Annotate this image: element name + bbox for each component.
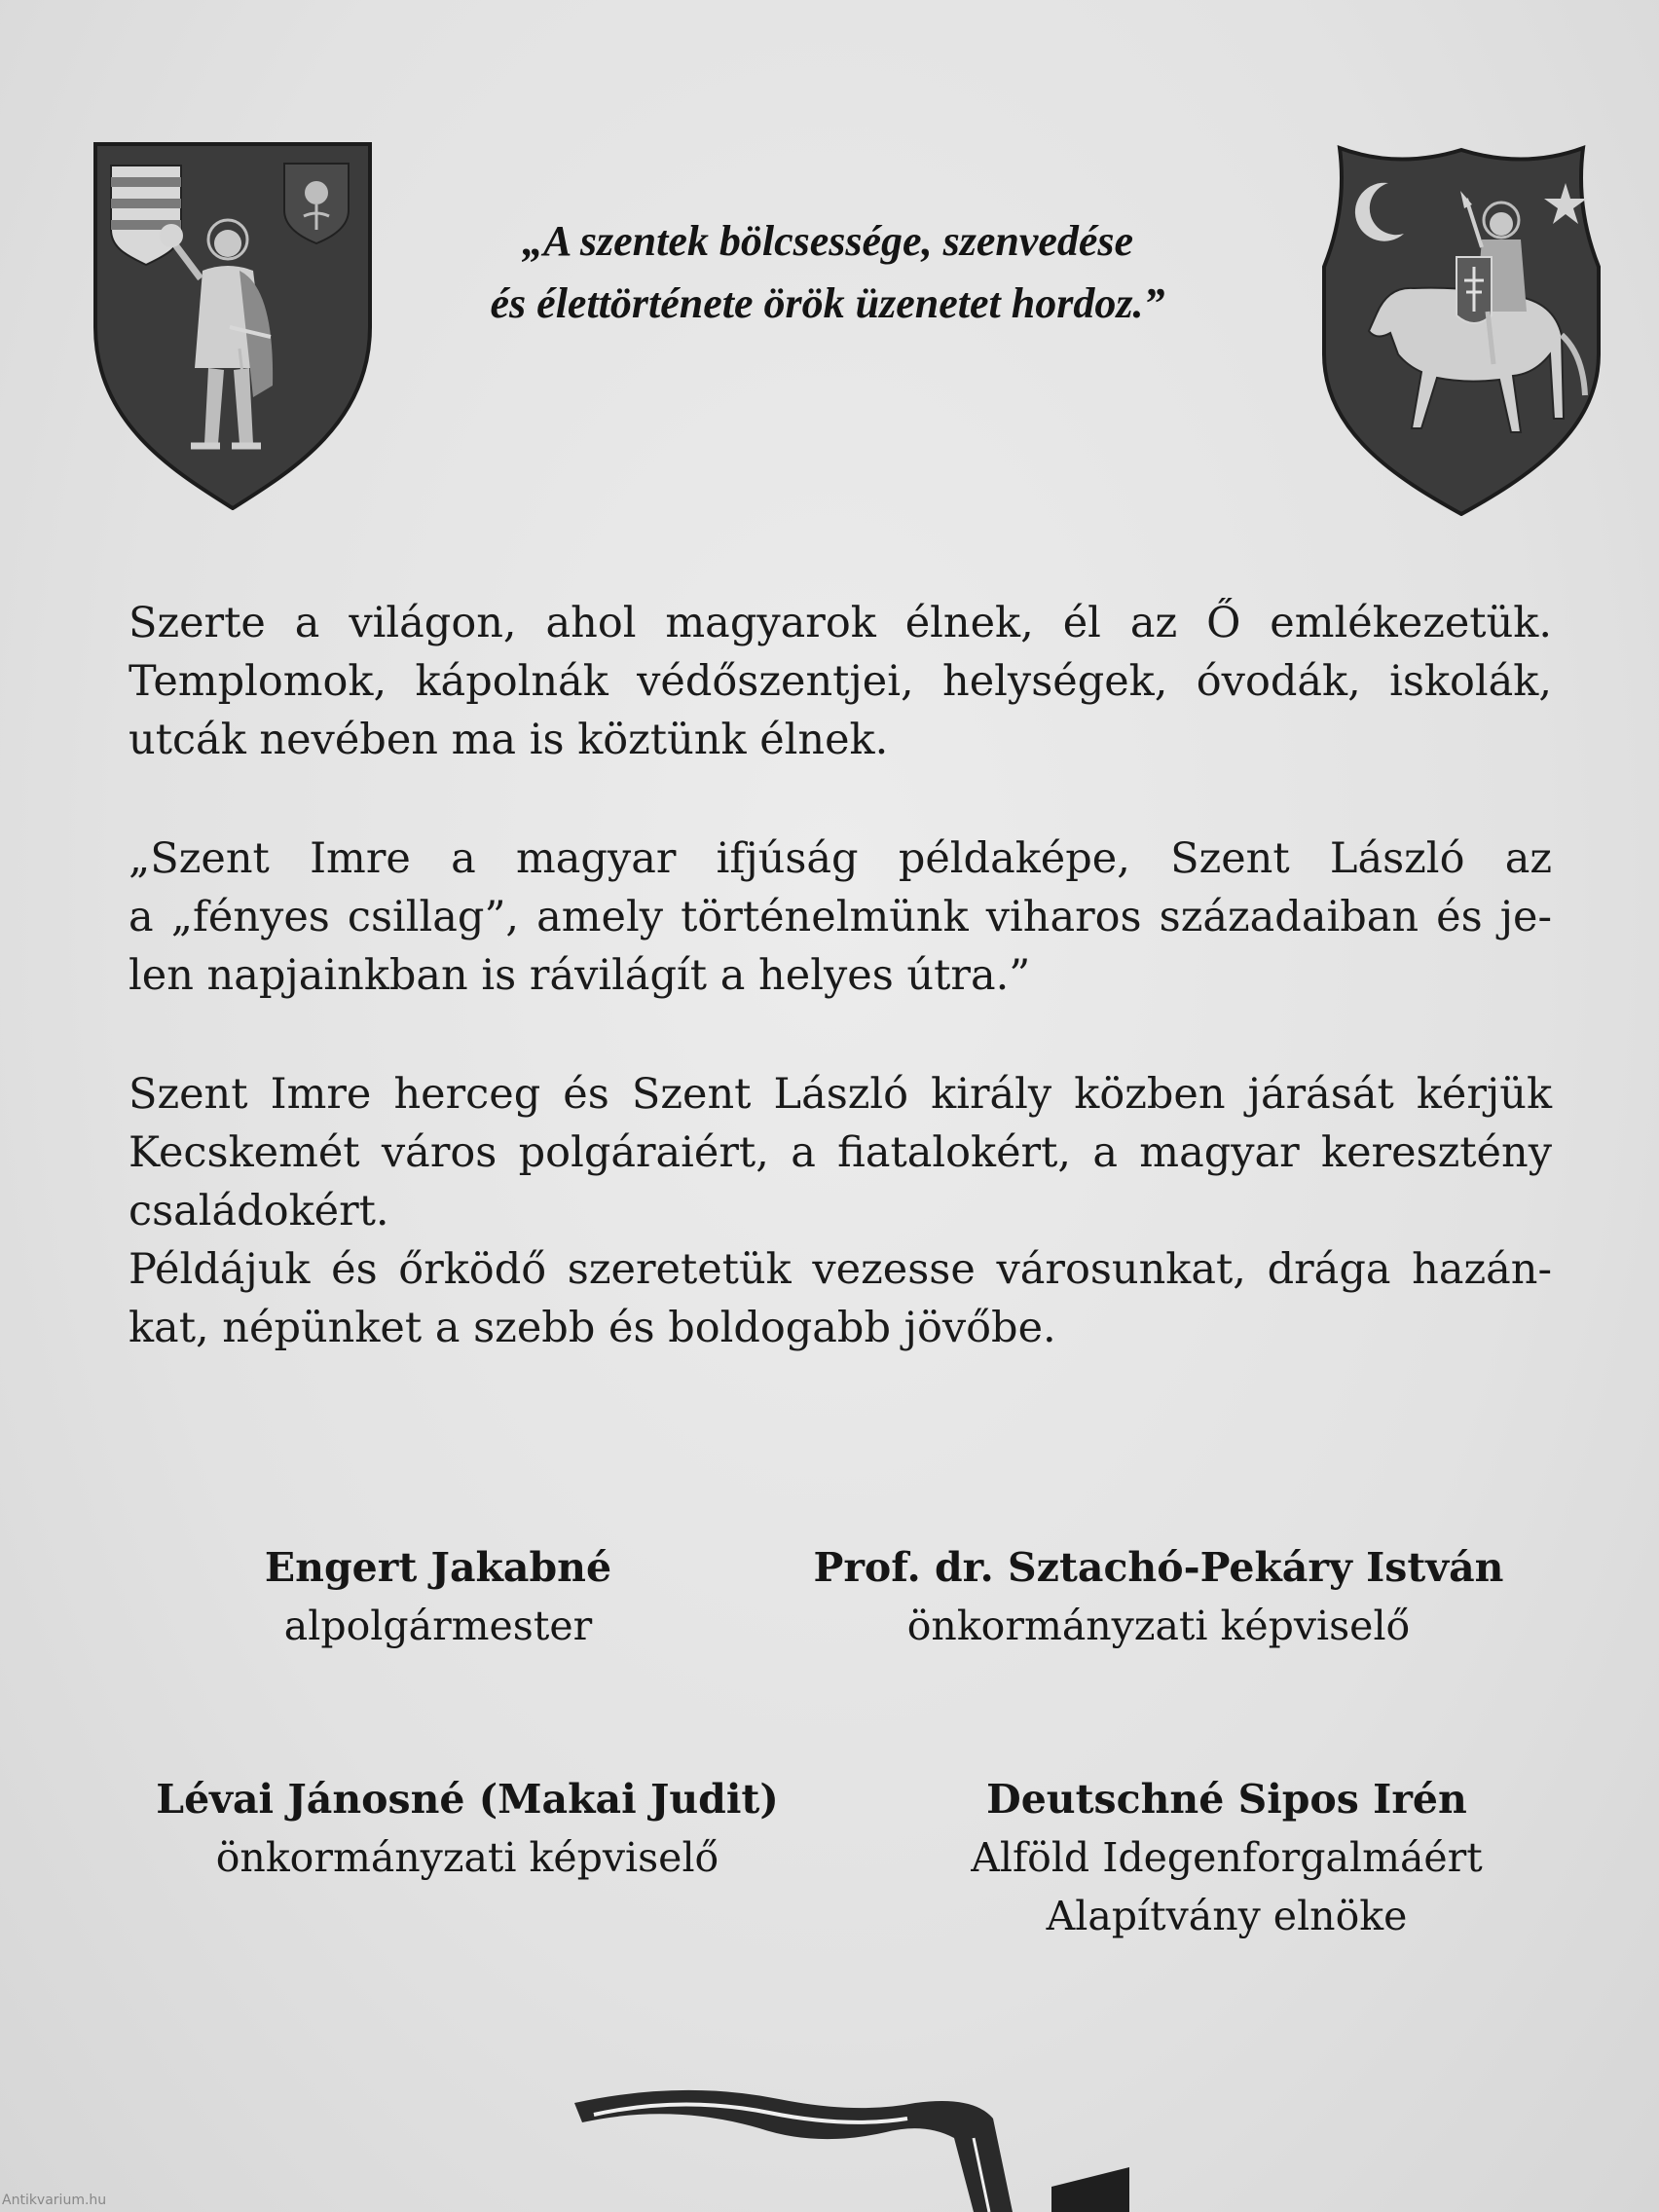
- text-line: a „fényes csillag”, amely történelmünk viharos századaiban és je-: [129, 893, 1552, 941]
- text-line: „Szent Imre a magyar ifjúság példaképe, Szent László az: [129, 834, 1552, 883]
- watermark: Antikvarium.hu: [2, 2193, 107, 2208]
- signatory-2: [769, 1538, 1548, 1655]
- signatory-name: Prof. dr. Sztachó-Pekáry István: [813, 1544, 1504, 1591]
- paragraph-3: [129, 1065, 1552, 1357]
- signatory-role: önkormányzati képviselő: [215, 1834, 719, 1881]
- signatory-name: Lévai Jánosné (Makai Judit): [156, 1776, 779, 1823]
- signatory-name: Deutschné Sipos Irén: [986, 1776, 1467, 1823]
- text-line: Szent Imre herceg és Szent László király közben járását kérjük: [129, 1070, 1552, 1119]
- signatory-3: [107, 1770, 828, 1887]
- signatory-1: [156, 1538, 720, 1655]
- paragraph-2: [129, 830, 1552, 1005]
- text-line: Kecskemét város polgáraiért, a fiatalokért, a magyar keresztény: [129, 1128, 1552, 1177]
- text-line: Templomok, kápolnák védőszentjei, helységek, óvodák, iskolák,: [129, 657, 1552, 706]
- text-line: utcák nevében ma is köztünk élnek.: [129, 716, 889, 764]
- motto-line-1: „A szentek bölcsessége, szenvedése: [521, 217, 1134, 265]
- signatory-role: Alföld Idegenforgalmáért: [971, 1834, 1483, 1881]
- text-line: kat, népünket a szebb és boldogabb jövőbe.: [129, 1304, 1056, 1352]
- motto-line-2: és élettörténete örök üzenetet hordoz.”: [490, 279, 1165, 327]
- ribbon-icon: [565, 2080, 1129, 2212]
- text-line: családokért.: [129, 1187, 389, 1235]
- signatory-name: Engert Jakabné: [264, 1544, 612, 1591]
- signatory-role: önkormányzati képviselő: [906, 1603, 1411, 1649]
- text-line: Szerte a világon, ahol magyarok élnek, él az Ő emlékezetük.: [129, 599, 1552, 647]
- signatory-role: Alapítvány elnöke: [1046, 1893, 1408, 1939]
- signatory-role: alpolgármester: [283, 1603, 593, 1649]
- paragraph-1: [129, 594, 1552, 769]
- text-line: Példájuk és őrködő szeretetük vezesse városunkat, drága hazán-: [129, 1245, 1552, 1294]
- coat-of-arms-right-icon: [1320, 140, 1603, 516]
- text-line: len napjainkban is rávilágít a helyes útra.”: [129, 951, 1031, 1000]
- signatory-4: [876, 1770, 1577, 1945]
